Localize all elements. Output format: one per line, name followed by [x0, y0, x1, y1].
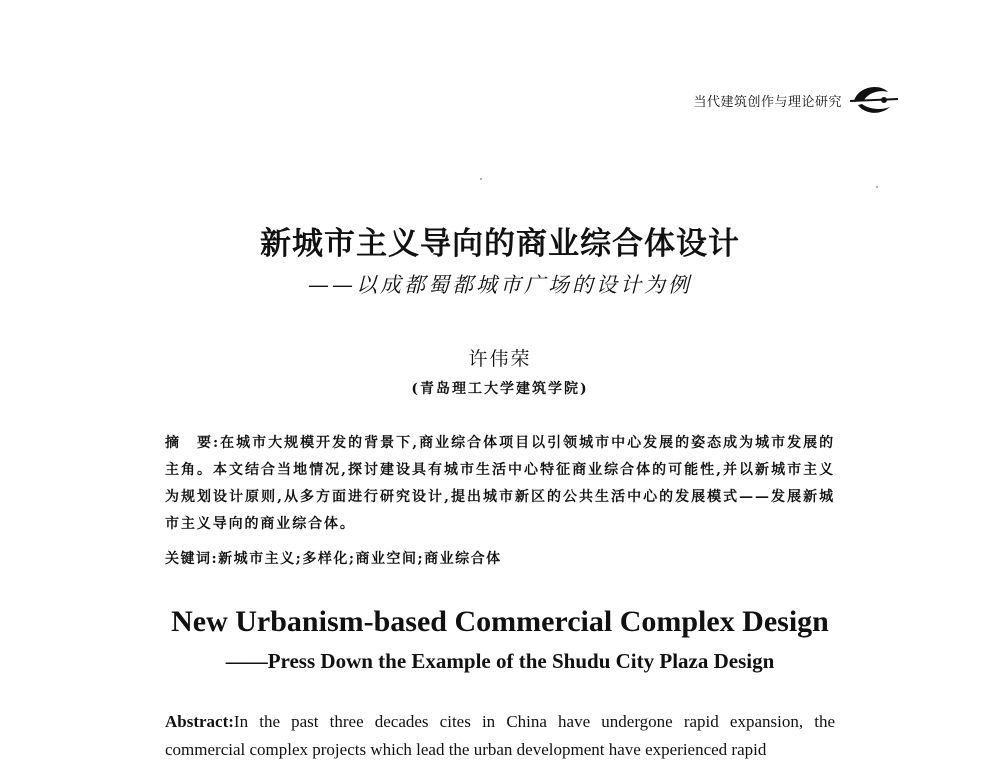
journal-name: 当代建筑创作与理论研究 — [693, 94, 842, 110]
abstract-zh — [165, 430, 835, 538]
keywords-zh-label: 关键词: — [165, 551, 219, 567]
scan-speck — [480, 178, 482, 180]
keywords-zh — [165, 546, 835, 572]
paper-subtitle-zh: ——以成都蜀都城市广场的设计为例 — [308, 273, 692, 297]
abstract-en — [165, 708, 835, 764]
author-name-zh: 许伟荣 — [468, 348, 532, 370]
keywords-zh-text: 新城市主义;多样化;商业空间;商业综合体 — [218, 551, 502, 567]
paper-title-en: New Urbanism-based Commercial Complex Design — [171, 605, 829, 638]
scan-speck — [876, 186, 878, 188]
paper-title-zh: 新城市主义导向的商业综合体设计 — [260, 226, 740, 262]
journal-header — [693, 80, 900, 120]
abstract-en-label: Abstract: — [165, 712, 234, 731]
abstract-en-text: In the past three decades cites in China have undergone rapid expansion, the commercial complex projects which lead the urban development have experienced rapid — [165, 712, 835, 759]
abstract-zh-text: 在城市大规模开发的背景下,商业综合体项目以引领城市中心发展的姿态成为城市发展的主角。本文结合当地情况,探讨建设具有城市生活中心特征商业综合体的可能性,并以新城市主义为规划设计原则,从多方面进行研究设计,提出城市新区的公共生活中心的发展模式——发展新城市主义导向的商业综合体。 — [165, 435, 835, 532]
paper-subtitle-en: ——Press Down the Example of the Shudu City Plaza Design — [225, 649, 775, 673]
abstract-zh-label: 摘 要: — [165, 435, 221, 451]
author-affiliation-zh: (青岛理工大学建筑学院) — [411, 381, 589, 397]
journal-logo-icon — [848, 80, 900, 120]
